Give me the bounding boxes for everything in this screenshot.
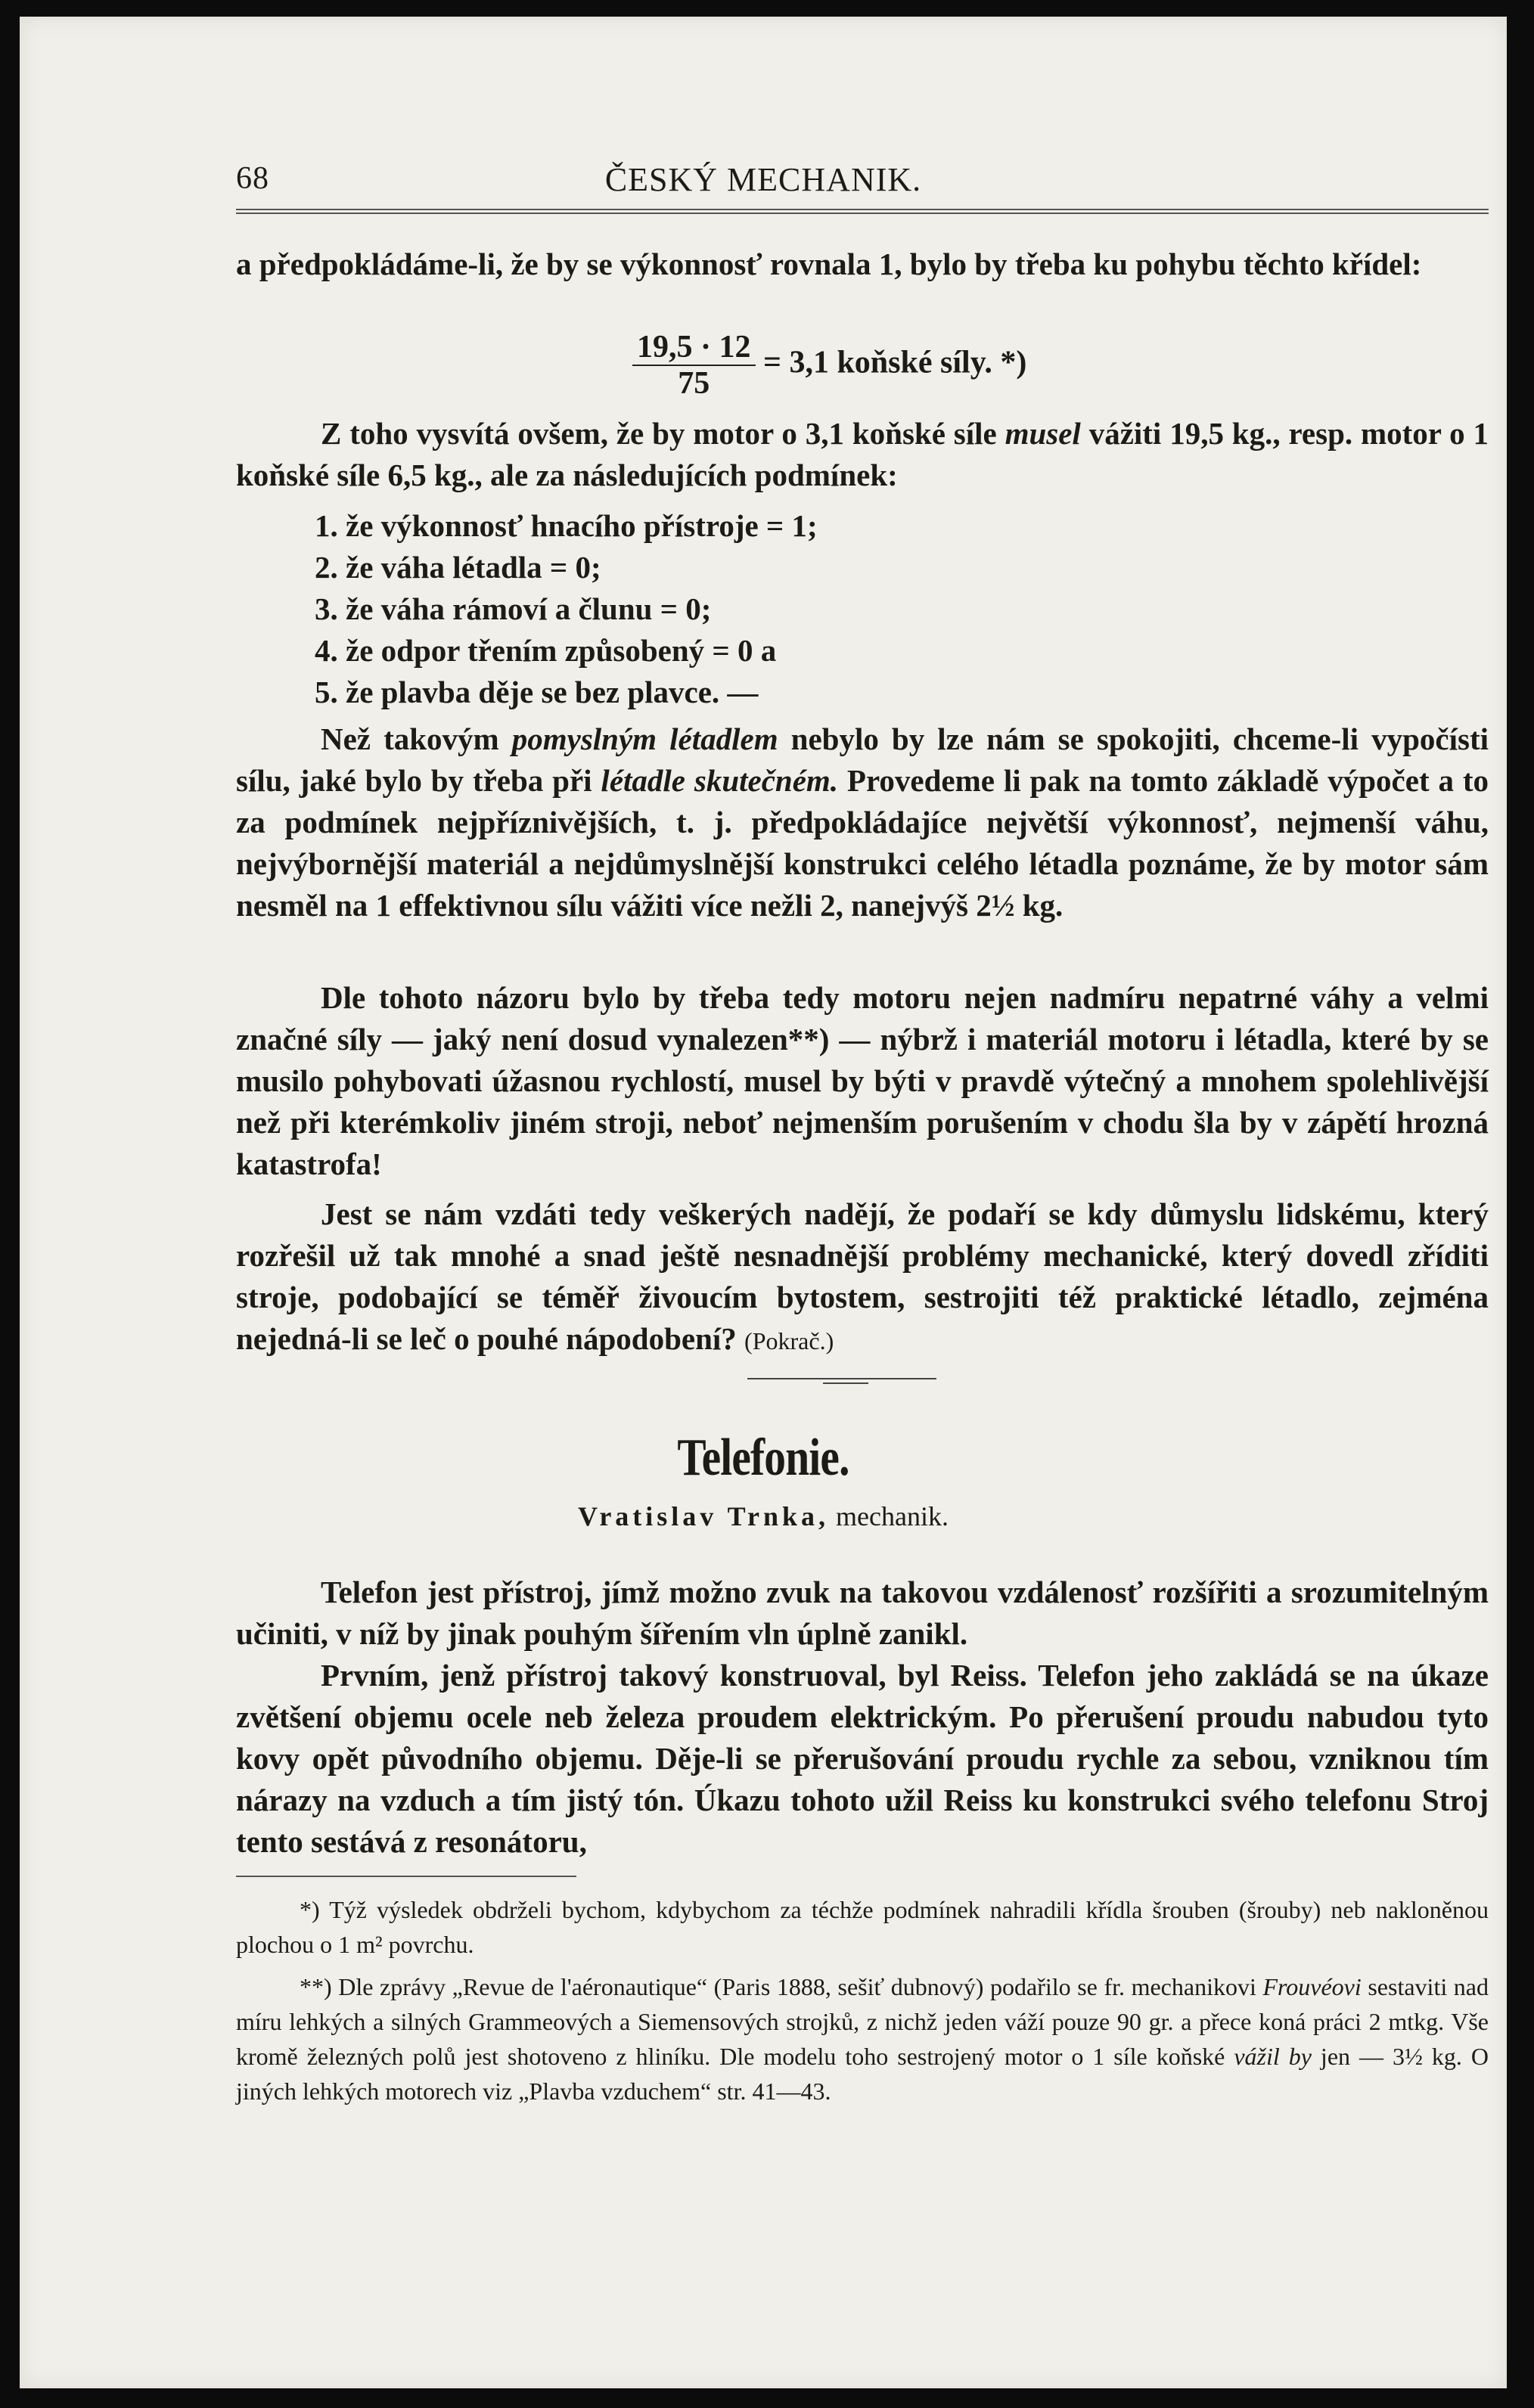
paragraph-conclusion	[236, 1193, 1489, 1362]
section-separator	[747, 1378, 936, 1379]
formula-fraction	[632, 330, 756, 401]
paragraph-imaginary-aircraft	[236, 718, 1489, 926]
paragraph-reiss-text: Prvním, jenž přístroj takový konstruoval, byl Reiss. Telefon jeho zakládá se na úkaze zvětšení objemu ocele neb železa proudem elektrickým. Po přerušení proudu nabudou tyto kovy opět původního objemu. Děje-li se přerušování proudu rychle za sebou, vzniknou tím nárazy na vzduch a tím jistý tón. Úkazu tohoto užil Reiss ku konstrukci svého telefonu Stroj tento sestává z resonátoru,	[236, 1658, 1489, 1859]
footnotes	[236, 1892, 1489, 2116]
paragraph-reiss	[236, 1655, 1489, 1863]
footnote-2	[236, 1969, 1489, 2109]
footnote-1: *) Týž výsledek obdrželi bychom, kdybychom za téchže podmínek nahradili křídla šrouben (šrouby) neb nakloněnou plochou o 1 m² povrchu.	[236, 1896, 1489, 1958]
condition-item: 5. že plavba děje se bez plavce. —	[315, 675, 759, 709]
fn2-e: jen — 3½ kg. O jiných lehkých motorech viz „Plavba vzduchem“ str. 41—43.	[236, 2043, 1489, 2105]
continued-note: (Pokrač.)	[744, 1327, 834, 1354]
paragraph-motor-weight	[236, 413, 1489, 496]
fn2-c: sestaviti nad míru lehkých a silných Grammeových a Siemensových strojků, z nichž jeden váží pouze 90 gr. a přece koná práci 2 mtkg. Vše kromě železných polů jest shotoveno z hliníku. Dle modelu toho sestrojený motor o 1 síle koňské	[236, 1973, 1489, 2070]
section-title: Telefonie.	[677, 1429, 849, 1487]
formula-denominator: 75	[678, 366, 710, 401]
paragraph-motor-requirements	[236, 977, 1489, 1185]
paragraph-telephone-definition	[236, 1572, 1489, 1655]
para1-text-c: vážiti 19,5 kg., resp. motor o 1 koňské síle 6,5 kg., ale za následujících podmínek:	[236, 416, 1489, 492]
para2-a: Než takovým	[321, 721, 512, 756]
author-byline	[20, 1500, 1507, 1532]
conditions-list	[315, 505, 818, 713]
para1-emphasis: musel	[1005, 416, 1081, 451]
header-rule	[236, 209, 1489, 214]
intro-paragraph	[236, 244, 1489, 285]
author-role: mechanik.	[836, 1501, 949, 1531]
formula	[632, 330, 1026, 401]
formula-result: = 3,1 koňské síly. *)	[763, 345, 1027, 380]
running-header-title: ČESKÝ MECHANIK.	[604, 161, 922, 198]
paragraph-motor-requirements-text: Dle tohoto názoru bylo by třeba tedy motoru nejen nadmíru nepatrné váhy a velmi značné síly — jaký není dosud vynalezen**) — nýbrž i materiál motoru i létadla, které by se musilo pohybovati úžasnou rychlostí, musel by býti v pravdě výtečný a mnohem spolehlivější než při kterémkoliv jiném stroji, neboť nejmenším porušením v chodu šla by v zápětí hrozná katastrofa!	[236, 980, 1489, 1181]
formula-numerator: 19,5 · 12	[632, 330, 756, 366]
footnote-rule	[236, 1876, 576, 1877]
author-name: Vratislav Trnka,	[578, 1501, 830, 1531]
paragraph-telephone-definition-text: Telefon jest přístroj, jímž možno zvuk na takovou vzdálenosť rozšířiti a srozumitelným učiniti, v níž by jinak pouhým šířením vln úplně zanikl.	[236, 1575, 1489, 1651]
condition-item: 4. že odpor třením způsobený = 0 a	[315, 633, 777, 668]
condition-item: 3. že váha rámoví a člunu = 0;	[315, 591, 712, 626]
para4-text: Jest se nám vzdáti tedy veškerých nadějí, že podaří se kdy důmyslu lidskému, který rozřešil už tak mnohé a snad ještě nesnadnější problémy mechanické, který dovedl zříditi stroje, podobající se téměř živoucím bytostem, sestrojiti též praktické létadlo, zejména nejedná-li se leč o pouhé nápodobení?	[236, 1196, 1489, 1356]
condition-item: 2. že váha létadla = 0;	[315, 550, 601, 585]
para2-emphasis-1: pomyslným létadlem	[511, 721, 778, 756]
page-number: 68	[236, 161, 269, 196]
fn2-a: **) Dle zprávy „Revue de l'aéronautique“ (Paris 1888, sešiť dubnový) podařilo se fr. mechanikovi	[300, 1973, 1263, 2000]
condition-item: 1. že výkonnosť hnacího přístroje = 1;	[315, 508, 818, 543]
paragraph-conclusion-text	[236, 1193, 1489, 1362]
para2-c: nebylo by lze nám se spokojiti, chceme-li vypočísti sílu, jaké bylo by třeba při	[236, 721, 1489, 798]
page	[20, 17, 1507, 2388]
fn2-emphasis-2: vážil by	[1234, 2043, 1312, 2070]
para2-e: Provedeme li pak na tomto základě výpočet a to za podmínek nejpříznivějších, t. j. předpokládajíce největší výkonnosť, nejmenší váhu, nejvýbornější materiál a nejdůmyslnější konstrukci celého létadla poznáme, že by motor sám nesměl na 1 effektivnou sílu vážiti více nežli 2, nanejvýš 2½ kg.	[236, 763, 1489, 923]
para1-text-a: Z toho vysvítá ovšem, že by motor o 3,1 koňské síle	[321, 416, 1005, 451]
paragraph-imaginary-aircraft-text	[236, 718, 1489, 926]
fn2-emphasis-1: Frouvéovi	[1262, 1973, 1362, 2000]
paragraph-motor-weight-text	[236, 413, 1489, 496]
section-separator-accent	[823, 1382, 868, 1384]
intro-text: a předpokládáme-li, že by se výkonnosť rovnala 1, bylo by třeba ku pohybu těchto křídel:	[236, 247, 1422, 281]
para2-emphasis-2: létadle skutečném.	[601, 763, 839, 798]
